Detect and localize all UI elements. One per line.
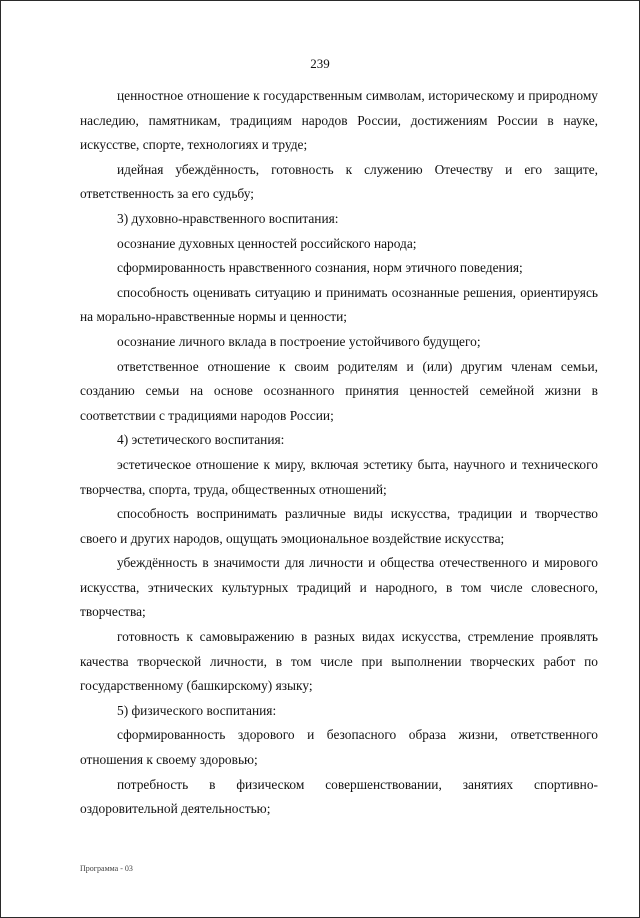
paragraph: способность оценивать ситуацию и принимать осознанные решения, ориентируясь на морально-нравственные нормы и ценности;	[80, 284, 598, 325]
footer-label: Программа - 03	[80, 864, 133, 873]
paragraph: сформированность нравственного сознания, норм этичного поведения;	[117, 260, 523, 276]
page-number: 239	[310, 56, 330, 71]
paragraph: идейная убеждённость, готовность к служению Отечеству и его защите, ответственность за его судьбу;	[80, 161, 598, 202]
paragraph: эстетическое отношение к миру, включая эстетику быта, научного и технического творчества, спорта, труда, общественных отношений;	[80, 456, 598, 497]
paragraph: сформированность здорового и безопасного образа жизни, ответственного отношения к своему здоровью;	[80, 727, 598, 768]
section-heading: 5) физического воспитания:	[117, 702, 277, 718]
paragraph: осознание личного вклада в построение устойчивого будущего;	[117, 333, 481, 349]
paragraph: убеждённость в значимости для личности и общества отечественного и мирового искусства, этнических культурных традиций и народного, в том числе словесного, творчества;	[80, 555, 598, 620]
section-heading: 3) духовно-нравственного воспитания:	[117, 210, 339, 226]
paragraph: потребность в физическом совершенствовании, занятиях спортивно-оздоровительной деятельностью;	[80, 776, 598, 817]
paragraph: ценностное отношение к государственным символам, историческому и природному наследию, памятникам, традициям народов России, достижениям России в науке, искусстве, спорте, технологиях и труде;	[80, 88, 598, 153]
paragraph: способность воспринимать различные виды искусства, традиции и творчество своего и других народов, ощущать эмоциональное воздействие искусства;	[80, 506, 598, 546]
document-body	[80, 84, 598, 822]
paragraph: ответственное отношение к своим родителям и (или) другим членам семьи, созданию семьи на основе осознанного принятия ценностей семейной жизни в соответствии с традициями народов России;	[80, 358, 598, 423]
paragraph: готовность к самовыражению в разных видах искусства, стремление проявлять качества творческой личности, в том числе при выполнении творческих работ по государственному (башкирскому) языку;	[80, 629, 598, 694]
section-heading: 4) эстетического воспитания:	[117, 432, 285, 448]
paragraph: осознание духовных ценностей российского народа;	[117, 235, 417, 251]
